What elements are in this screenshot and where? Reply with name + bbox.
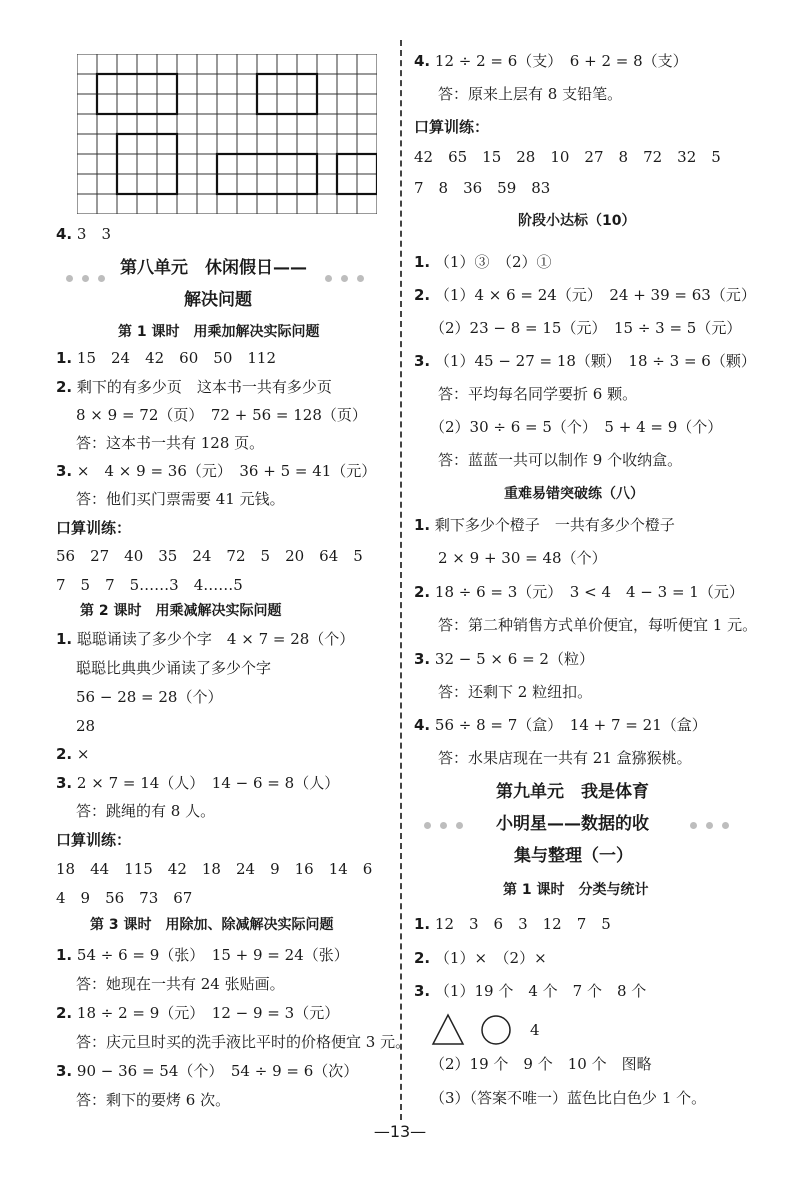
lesson3-title: 第 3 课时 用除加、除减解决实际问题 bbox=[90, 917, 334, 933]
unit9-title-line3: 集与整理（一） bbox=[514, 846, 633, 866]
lesson1-oral-row1: 56 27 40 35 24 72 5 20 64 5 bbox=[56, 547, 363, 565]
lesson3-q1-answer: 答：她现在一共有 24 张贴画。 bbox=[76, 975, 285, 993]
lesson2-q3-answer: 答：跳绳的有 8 人。 bbox=[76, 802, 216, 820]
hard-q3-answer: 答：还剩下 2 粒纽扣。 bbox=[438, 683, 593, 701]
lesson1-title: 第 1 课时 用乘加解决实际问题 bbox=[118, 324, 320, 340]
hard-q1-calc: 2 × 9 + 30 = 48（个） bbox=[438, 549, 607, 567]
decor-dots-right-2 bbox=[690, 822, 729, 829]
answer-grid bbox=[77, 54, 377, 214]
grid-shape-square-2 bbox=[117, 134, 177, 194]
hard-title: 重难易错突破练（八） bbox=[504, 486, 644, 502]
lesson3-q1: 1. 54 ÷ 6 = 9（张） 15 + 9 = 24（张） bbox=[56, 946, 349, 964]
lesson2-oral-title: 口算训练： bbox=[56, 831, 132, 849]
shape-count: 4 bbox=[530, 1021, 540, 1039]
stage-q3-line2: （2）30 ÷ 6 = 5（个） 5 + 4 = 9（个） bbox=[430, 418, 723, 436]
lesson2-q2: 2. × bbox=[56, 745, 90, 763]
stage-q2: 2. （1）4 × 6 = 24（元） 24 + 39 = 63（元） bbox=[414, 286, 756, 304]
unit9-title-line2: 小明星——数据的收 bbox=[496, 814, 649, 834]
unit9-q1: 1. 12 3 6 3 12 7 5 bbox=[414, 915, 611, 933]
right-q4-answer: 答：原来上层有 8 支铅笔。 bbox=[438, 85, 623, 103]
unit9-q3: 3. （1）19 个 4 个 7 个 8 个 bbox=[414, 982, 647, 1000]
lesson1-q2-answer: 答：这本书一共有 128 页。 bbox=[76, 434, 265, 452]
lesson3-q2-answer: 答：庆元旦时买的洗手液比平时的价格便宜 3 元。 bbox=[76, 1033, 411, 1051]
stage-q3-answer2: 答：蓝蓝一共可以制作 9 个收纳盒。 bbox=[438, 451, 683, 469]
decor-dots-right bbox=[325, 275, 364, 282]
lesson3-q2: 2. 18 ÷ 2 = 9（元） 12 − 9 = 3（元） bbox=[56, 1004, 340, 1022]
lesson1-q3-answer: 答：他们买门票需要 41 元钱。 bbox=[76, 490, 285, 508]
lesson1-q1: 1. 15 24 42 60 50 112 bbox=[56, 349, 276, 367]
lesson2-oral-row1: 18 44 115 42 18 24 9 16 14 6 bbox=[56, 860, 373, 878]
right-oral-title: 口算训练： bbox=[414, 118, 490, 136]
grid-answer: 4. 3 3 bbox=[56, 225, 112, 243]
lesson1-oral-row2: 7 5 7 5……3 4……5 bbox=[56, 576, 243, 594]
column-divider bbox=[400, 40, 402, 1120]
triangle-icon bbox=[433, 1015, 463, 1044]
lesson2-q3: 3. 2 × 7 = 14（人） 14 − 6 = 8（人） bbox=[56, 774, 340, 792]
hard-q4: 4. 56 ÷ 8 = 7（盒） 14 + 7 = 21（盒） bbox=[414, 716, 707, 734]
page-number: —13— bbox=[373, 1122, 427, 1141]
lesson1-oral-title: 口算训练： bbox=[56, 519, 132, 537]
lesson1-q3: 3. × 4 × 9 = 36（元） 36 + 5 = 41（元） bbox=[56, 462, 377, 480]
hard-q3: 3. 32 − 5 × 6 = 2（粒） bbox=[414, 650, 594, 668]
lesson2-oral-row2: 4 9 56 73 67 bbox=[56, 889, 193, 907]
unit9-q3-line3: （3）（答案不唯一）蓝色比白色少 1 个。 bbox=[430, 1089, 707, 1107]
shape-legend bbox=[430, 1012, 520, 1048]
lesson2-q1: 1. 聪聪诵读了多少个字 4 × 7 = 28（个） bbox=[56, 630, 355, 648]
hard-q4-answer: 答：水果店现在一共有 21 盒猕猴桃。 bbox=[438, 749, 692, 767]
hard-q1: 1. 剩下多少个橙子 一共有多少个橙子 bbox=[414, 516, 675, 534]
right-oral-row1: 42 65 15 28 10 27 8 72 32 5 bbox=[414, 148, 721, 166]
unit9-lesson-title: 第 1 课时 分类与统计 bbox=[503, 882, 649, 898]
circle-icon bbox=[482, 1016, 510, 1044]
stage-q2-line2: （2）23 − 8 = 15（元） 15 ÷ 3 = 5（元） bbox=[430, 319, 742, 337]
unit8-title-line1: 第八单元 休闲假日—— bbox=[120, 258, 307, 278]
decor-dots-left-2 bbox=[424, 822, 463, 829]
lesson3-q3-answer: 答：剩下的要烤 6 次。 bbox=[76, 1091, 231, 1109]
unit9-q2: 2. （1）× （2）× bbox=[414, 949, 547, 967]
stage-title: 阶段小达标（10） bbox=[518, 213, 636, 229]
right-oral-row2: 7 8 36 59 83 bbox=[414, 179, 551, 197]
lesson1-q2: 2. 剩下的有多少页 这本书一共有多少页 bbox=[56, 378, 332, 396]
decor-dots-left bbox=[66, 275, 105, 282]
unit9-title-line1: 第九单元 我是体育 bbox=[496, 782, 649, 802]
unit8-title-line2: 解决问题 bbox=[184, 290, 252, 310]
lesson2-title: 第 2 课时 用乘减解决实际问题 bbox=[80, 603, 282, 619]
lesson3-q3: 3. 90 − 36 = 54（个） 54 ÷ 9 = 6（次） bbox=[56, 1062, 359, 1080]
unit9-q3-line2: （2）19 个 9 个 10 个 图略 bbox=[430, 1055, 652, 1073]
right-q4: 4. 12 ÷ 2 = 6（支） 6 + 2 = 8（支） bbox=[414, 52, 688, 70]
hard-q2: 2. 18 ÷ 6 = 3（元） 3 < 4 4 − 3 = 1（元） bbox=[414, 583, 744, 601]
stage-q3: 3. （1）45 − 27 = 18（颗） 18 ÷ 3 = 6（颗） bbox=[414, 352, 756, 370]
stage-q1: 1. （1）③ （2）① bbox=[414, 253, 552, 271]
hard-q2-answer: 答：第二种销售方式单价便宜，每听便宜 1 元。 bbox=[438, 616, 758, 634]
stage-q3-answer1: 答：平均每名同学要折 6 颗。 bbox=[438, 385, 638, 403]
lesson1-q2-calc: 8 × 9 = 72（页） 72 + 56 = 128（页） bbox=[76, 406, 367, 424]
lesson2-q1-line4: 28 bbox=[76, 717, 96, 735]
lesson2-q1-line2: 聪聪比典典少诵读了多少个字 bbox=[76, 659, 272, 677]
lesson2-q1-line3: 56 − 28 = 28（个） bbox=[76, 688, 223, 706]
